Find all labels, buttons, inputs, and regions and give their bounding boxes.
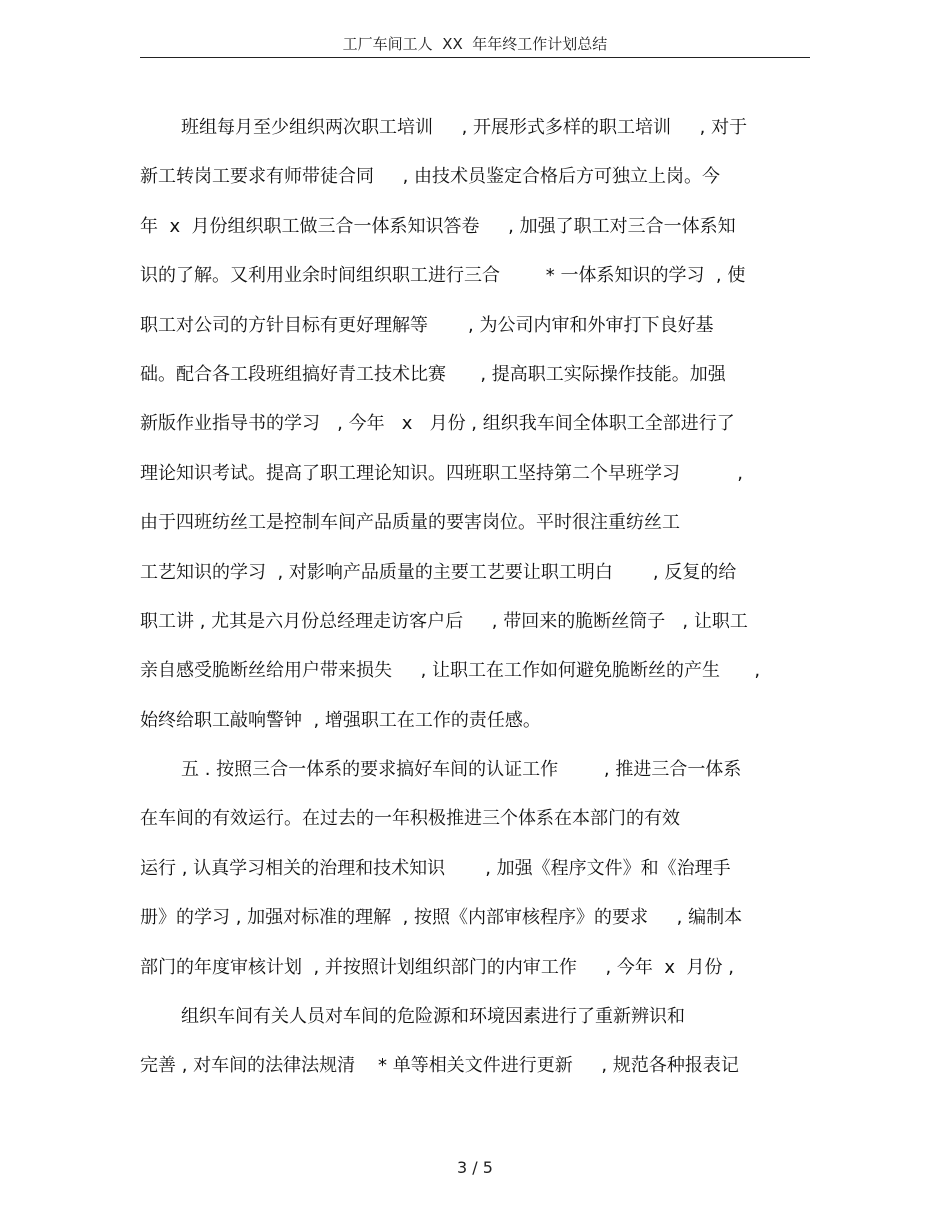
text-line: 理论知识考试。提高了职工理论知识。四班职工坚持第二个早班学习 , [140,462,743,484]
text-line: 工艺知识的学习 , 对影响产品质量的主要工艺要让职工明白 , 反复的给 [140,561,737,583]
text-line: 年 x 月份组织职工做三合一体系知识答卷 , 加强了职工对三合一体系知 [140,215,736,237]
document-title: 工厂车间工人 XX 年年终工作计划总结 [342,35,608,53]
text-line: 识的了解。又利用业余时间组织职工进行三合 * 一体系知识的学习 , 使 [140,265,746,287]
text-line: 完善 , 对车间的法律法规清 * 单等相关文件进行更新 , 规范各种报表记 [140,1055,739,1077]
text-line: 组织车间有关人员对车间的危险源和环境因素进行了重新辨识和 [181,1006,685,1028]
text-line: 新版作业指导书的学习 , 今年 x 月份 , 组织我车间全体职工全部进行了 [140,413,735,435]
text-line: 亲自感受脆断丝给用户带来损失 , 让职工在工作如何避免脆断丝的产生 , [140,660,761,682]
text-line: 部门的年度审核计划 , 并按照计划组织部门的内审工作 , 今年 x 月份 , [140,956,734,978]
text-line: 新工转岗工要求有师带徒合同 , 由技术员鉴定合格后方可独立上岗。今 [140,166,721,188]
text-line: 职工讲 , 尤其是六月份总经理走访客户后 , 带回来的脆断丝筒子 , 让职工 [140,610,748,632]
text-line: 在车间的有效运行。在过去的一年积极推进三个体系在本部门的有效 [140,808,680,830]
text-line: 运行 , 认真学习相关的治理和技术知识 , 加强《程序文件》和《治理手 [140,857,731,879]
page-number: 3 / 5 [457,1158,493,1177]
text-line: 始终给职工敲响警钟 , 增强职工在工作的责任感。 [140,709,541,731]
text-line: 由于四班纺丝工是控制车间产品质量的要害岗位。平时很注重纺丝工 [140,512,680,534]
section-heading-line: 五 . 按照三合一体系的要求搞好车间的认证工作 , 推进三合一体系 [181,759,742,781]
text-line: 础。配合各工段班组搞好青工技术比赛 , 提高职工实际操作技能。加强 [140,363,726,385]
text-line: 班组每月至少组织两次职工培训 , 开展形式多样的职工培训 , 对于 [181,117,748,138]
text-line: 册》的学习 , 加强对标准的理解 , 按照《内部审核程序》的要求 , 编制本 [140,907,743,929]
page-header [140,30,810,58]
text-line: 职工对公司的方针目标有更好理解等 , 为公司内审和外审打下良好基 [140,314,714,336]
document-body [140,108,830,1096]
